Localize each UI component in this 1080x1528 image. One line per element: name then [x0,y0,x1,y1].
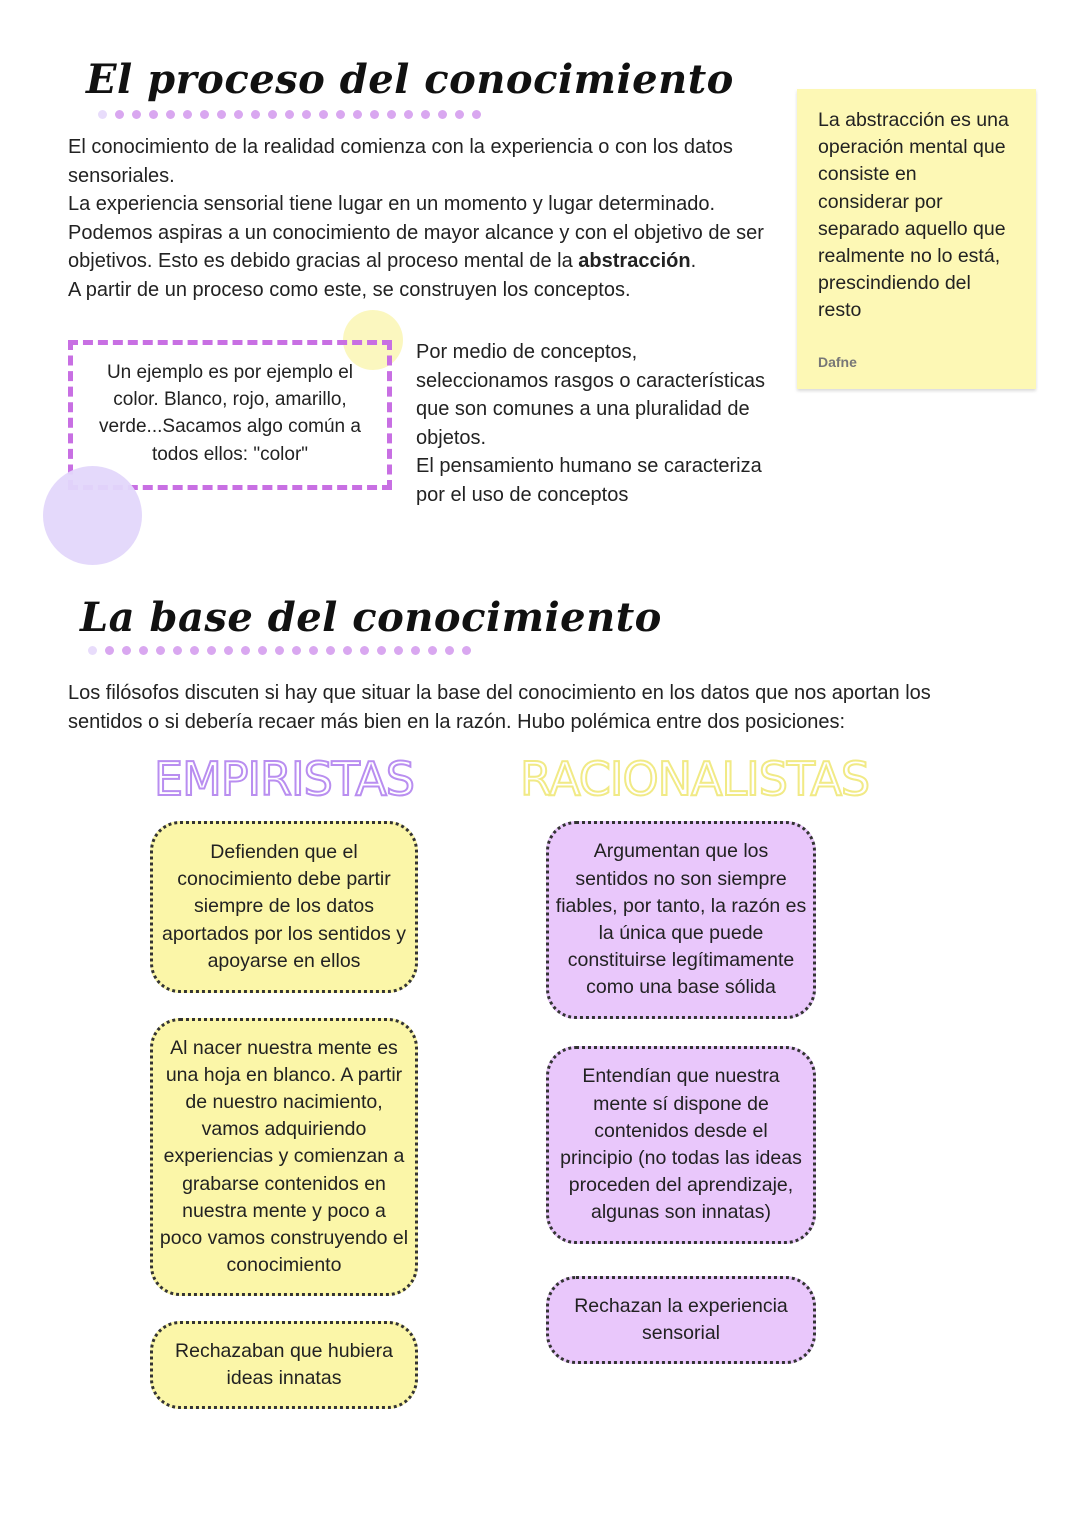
concepts-line: seleccionamos rasgos o características [416,369,766,392]
example-line: verde...Sacamos algo común a [99,416,361,438]
example-text [82,359,378,468]
note-author: Dafne [818,354,857,370]
section-title-base: La base del conocimiento [80,594,662,641]
card-line: mente sí dispone de [593,1092,769,1115]
card-line: sensorial [641,1322,721,1344]
note-line: operación mental que [818,136,1006,159]
abstraction-keyword: abstracción [578,250,691,273]
card-line: algunas son innatas) [591,1201,771,1224]
paragraph-line: Los filósofos discuten si hay que situar la base del conocimiento en los datos que nos aportan los [68,682,931,704]
card-line: conocimiento debe partir [177,868,391,891]
note-line: resto [818,299,862,322]
note-line: consiste en [818,163,917,186]
card-line: Al nacer nuestra mente es [170,1036,398,1059]
card-line: experiencias y comienzan a [163,1145,405,1168]
concepts-paragraph [416,338,796,510]
card-line: Argumentan que los [593,840,769,863]
paragraph-line: A partir de un proceso como este, se construyen los conceptos. [68,278,631,301]
card-line: principio (no todas las ideas [560,1147,802,1169]
note-line: separado aquello que [818,217,1006,240]
empiristas-card [150,1321,418,1409]
card-line: constituirse legítimamente [567,949,795,972]
racionalistas-card [546,1276,816,1364]
racionalistas-card [546,1046,816,1244]
card-line: ideas innatas [226,1367,342,1389]
card-line: contenidos desde el [594,1119,768,1142]
base-paragraph [68,679,1028,736]
card-line: fiables, por tanto, la razón es [555,894,807,917]
racionalistas-card [546,821,816,1019]
decorative-purple-circle [43,466,142,565]
empiristas-heading: EMPIRISTAS [154,752,414,806]
paragraph-text: objetivos. Esto es debido gracias al proceso mental de la [68,250,579,273]
card-line: vamos adquiriendo [201,1118,367,1141]
card-line: siempre de los datos [194,895,374,918]
card-line: Rechazan la experiencia [574,1294,788,1317]
note-line: considerar por [818,190,943,213]
section-title-proceso: El proceso del conocimiento [86,56,734,103]
paragraph-line: La experiencia sensorial tiene lugar en un momento y lugar determinado. [68,193,716,216]
concepts-line: que son comunes a una pluralidad de [416,398,750,421]
card-line: aportados por los sentidos y [162,922,406,945]
card-line: la única que puede [598,922,764,944]
card-line: conocimiento [226,1254,342,1277]
card-line: Rechazaban que hubiera [175,1339,393,1362]
empiristas-card [150,821,418,993]
sticky-note [797,89,1036,389]
example-line: Un ejemplo es por ejemplo el [106,362,354,383]
paragraph-line: sentidos o si debería recaer más bien en la razón. Hubo polémica entre dos posiciones: [68,710,846,733]
card-line: Defienden que el [210,840,358,863]
card-line: grabarse contenidos en [182,1172,386,1195]
card-line: sentidos no son siempre [575,867,787,890]
paragraph-text: . [690,250,697,273]
concepts-line: Por medio de conceptos, [416,341,638,363]
card-line: proceden del aprendizaje, [568,1174,794,1197]
paragraph-line [68,247,798,276]
empiristas-card [150,1018,418,1296]
note-line: La abstracción es una [818,109,1009,131]
card-line: como una base sólida [586,976,776,999]
concepts-line: por el uso de conceptos [416,483,629,506]
concepts-line: objetos. [416,426,487,449]
racionalistas-heading: RACIONALISTAS [520,752,870,806]
card-line: poco vamos construyendo el [159,1227,409,1249]
paragraph-line: El conocimiento de la realidad comienza con la experiencia o con los datos [68,136,733,158]
example-line: todos ellos: "color" [151,443,309,465]
card-line: Entendían que nuestra [582,1065,780,1088]
note-line: prescindiendo del [818,272,971,295]
paragraph-line: Podemos aspiras a un conocimiento de mayor alcance y con el objetivo de ser [68,221,764,244]
title-underline-dots [98,110,481,120]
title-underline-dots [88,646,471,656]
card-line: de nuestro nacimiento, [185,1090,383,1113]
intro-paragraph [68,133,798,305]
example-line: color. Blanco, rojo, amarillo, [113,389,347,411]
card-line: apoyarse en ellos [207,949,361,972]
sticky-note-text [818,107,1009,325]
paragraph-line: sensoriales. [68,164,175,187]
card-line: nuestra mente y poco a [182,1199,386,1222]
concepts-line: El pensamiento humano se caracteriza [416,455,762,478]
card-line: una hoja en blanco. A partir [165,1063,403,1086]
note-line: realmente no lo está, [818,245,1001,268]
